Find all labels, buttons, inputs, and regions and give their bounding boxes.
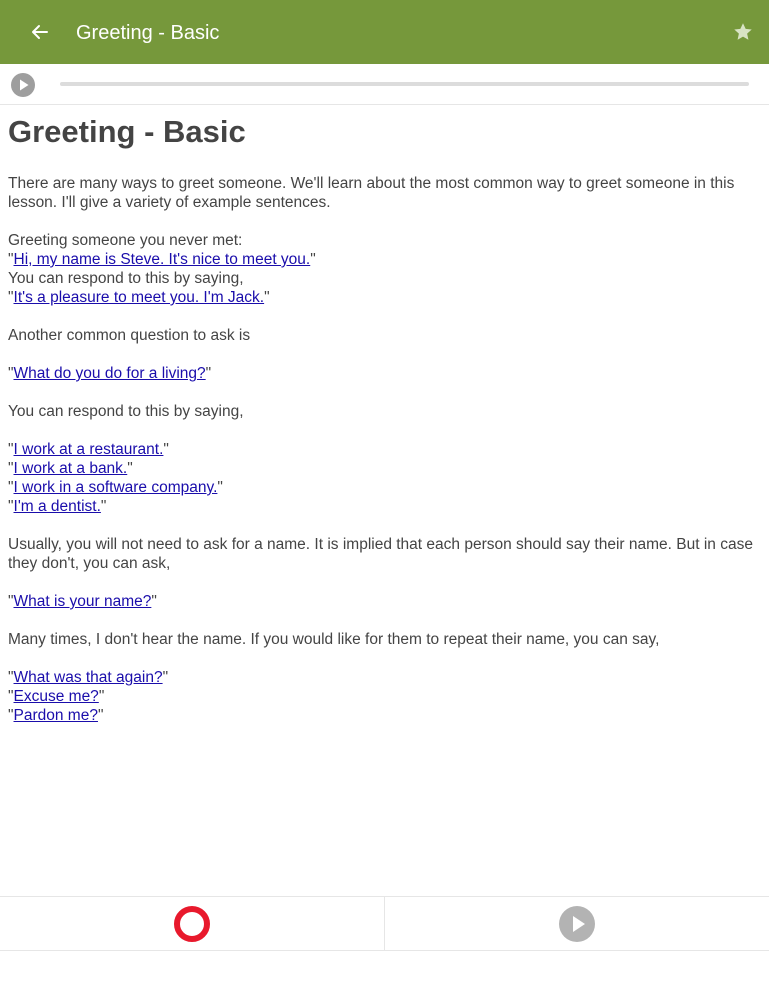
app-bar-title: Greeting - Basic <box>76 22 220 44</box>
respond-label: You can respond to this by saying, <box>8 403 244 420</box>
lesson-content: Greeting - Basic There are many ways to greet someone. We'll learn about the most common way to greet someone in this lesson. I'll give a variety of example sentences. Greeting someone you never met: "Hi, my name is Steve. It's nice to meet you." You can respond to this by saying, "It's a pleasure to meet you. I'm Jack." Another common question to ask is "What do you do for a living?" You can respond to this by saying, "I work at a restaurant." "I work at a bank." "I work in a software company." "I'm a dentist." Usually, you will not need to ask for a name. It is implied that each person should say their name. But in case they don't, you can ask, "What is your name?" Many times, I don't hear the name. If you would like for them to repeat their name, you can say, "What was that again?" "Excuse me?" "Pardon me?" <box>8 104 760 725</box>
never-met-label: Greeting someone you never met: <box>8 232 243 249</box>
play-circle-icon <box>10 72 36 98</box>
lesson-title: Greeting - Basic <box>8 114 246 149</box>
phrase-link-intro[interactable]: Hi, my name is Steve. It's nice to meet you. <box>13 251 311 268</box>
app-bar <box>0 0 769 64</box>
phrase-link-excuse[interactable]: Excuse me? <box>13 688 99 705</box>
back-button[interactable] <box>24 16 56 48</box>
phrase-link-reply[interactable]: It's a pleasure to meet you. I'm Jack. <box>13 289 265 306</box>
phrase-link-again[interactable]: What was that again? <box>13 669 163 686</box>
bottom-bar <box>0 896 769 951</box>
star-icon <box>732 21 754 43</box>
respond-label: You can respond to this by saying, <box>8 270 244 287</box>
phrase-link-living[interactable]: What do you do for a living? <box>13 365 206 382</box>
common-question-label: Another common question to ask is <box>8 327 251 344</box>
arrow-left-icon <box>30 22 50 42</box>
lesson-intro: There are many ways to greet someone. We'll learn about the most common way to greet someone in this lesson. I'll give a variety of example sentences. <box>8 175 735 211</box>
audio-player-bar <box>0 64 769 105</box>
phrase-link-dentist[interactable]: I'm a dentist. <box>13 498 101 515</box>
name-note: Usually, you will not need to ask for a name. It is implied that each person should say their name. But in case they don't, you can ask, <box>8 536 753 572</box>
record-icon <box>173 905 211 943</box>
playback-button[interactable] <box>385 897 769 950</box>
favorite-button[interactable] <box>729 18 757 46</box>
play-circle-icon <box>558 905 596 943</box>
record-button[interactable] <box>0 897 384 950</box>
audio-seek-bar[interactable] <box>60 82 749 86</box>
audio-play-button[interactable] <box>10 72 36 98</box>
phrase-link-pardon[interactable]: Pardon me? <box>13 707 98 724</box>
phrase-link-bank[interactable]: I work at a bank. <box>13 460 128 477</box>
repeat-note: Many times, I don't hear the name. If you would like for them to repeat their name, you can say, <box>8 631 660 648</box>
phrase-link-software[interactable]: I work in a software company. <box>13 479 218 496</box>
phrase-link-name[interactable]: What is your name? <box>13 593 152 610</box>
phrase-link-restaurant[interactable]: I work at a restaurant. <box>13 441 164 458</box>
